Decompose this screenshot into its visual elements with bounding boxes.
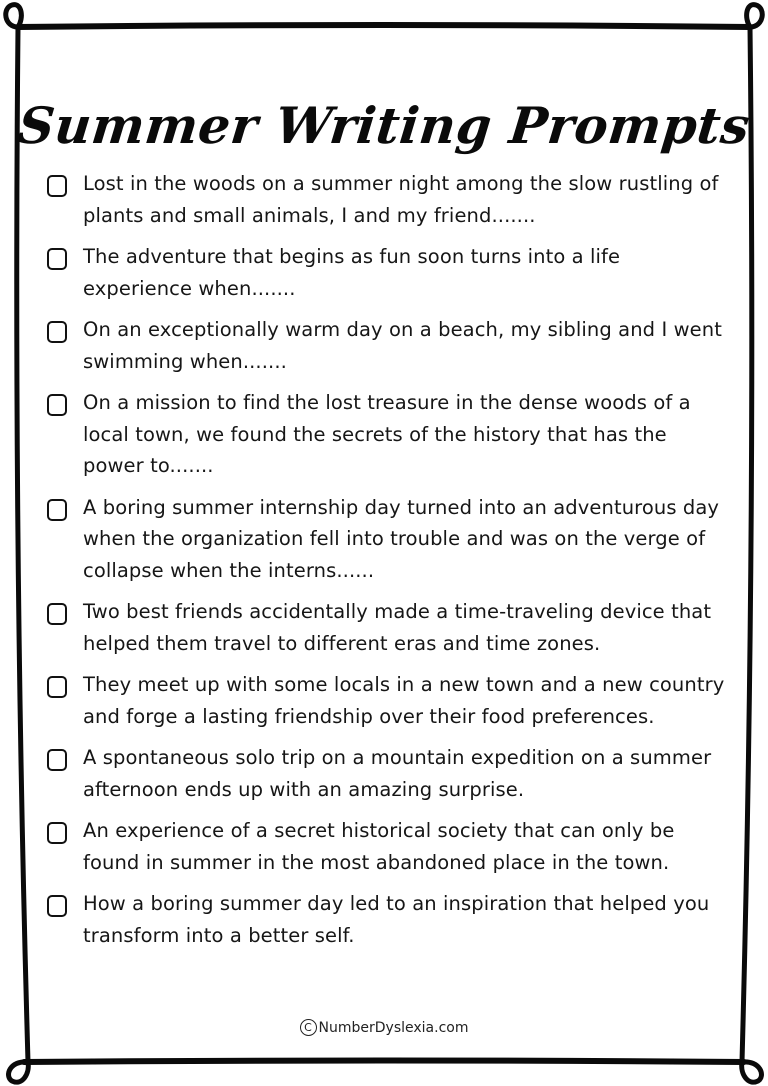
prompt-text: The adventure that begins as fun soon turns into a life experience when....... — [83, 245, 621, 300]
prompt-item-1 — [47, 168, 727, 231]
prompt-item-5 — [47, 492, 727, 587]
checkbox-icon[interactable] — [47, 175, 67, 197]
prompt-item-7 — [47, 669, 727, 732]
checkbox-icon[interactable] — [47, 749, 67, 771]
checkbox-icon[interactable] — [47, 822, 67, 844]
checkbox-icon[interactable] — [47, 499, 67, 521]
prompt-text: How a boring summer day led to an inspiration that helped you transform into a better self. — [83, 892, 710, 947]
copyright-icon: C — [300, 1019, 317, 1036]
copyright-footer — [0, 1019, 768, 1036]
checkbox-icon[interactable] — [47, 394, 67, 416]
checkbox-icon[interactable] — [47, 248, 67, 270]
prompt-text: A boring summer internship day turned into an adventurous day when the organization fell into trouble and was on the verge of collapse when the interns...... — [83, 495, 720, 582]
prompt-item-2 — [47, 241, 727, 304]
checkbox-icon[interactable] — [47, 321, 67, 343]
prompt-checklist — [47, 168, 727, 961]
checkbox-icon[interactable] — [47, 895, 67, 917]
prompt-text: An experience of a secret historical society that can only be found in summer in the most abandoned place in the town. — [83, 819, 675, 874]
prompt-item-8 — [47, 742, 727, 805]
prompt-text: They meet up with some locals in a new town and a new country and forge a lasting friendship over their food preferences. — [83, 673, 725, 728]
checkbox-icon[interactable] — [47, 603, 67, 625]
prompt-item-6 — [47, 596, 727, 659]
prompt-text: A spontaneous solo trip on a mountain expedition on a summer afternoon ends up with an amazing surprise. — [83, 746, 712, 801]
prompt-item-9 — [47, 815, 727, 878]
page-title: Summer Writing Prompts — [15, 95, 753, 155]
checkbox-icon[interactable] — [47, 676, 67, 698]
prompt-item-3 — [47, 314, 727, 377]
prompt-item-10 — [47, 888, 727, 951]
prompt-item-4 — [47, 387, 727, 482]
prompt-text: On an exceptionally warm day on a beach, my sibling and I went swimming when....... — [83, 318, 722, 373]
prompt-text: Two best friends accidentally made a time-traveling device that helped them travel to different eras and time zones. — [83, 600, 712, 655]
prompt-text: Lost in the woods on a summer night among the slow rustling of plants and small animals, I and my friend....... — [83, 172, 719, 227]
site-name: NumberDyslexia.com — [318, 1019, 469, 1036]
prompt-text: On a mission to find the lost treasure in the dense woods of a local town, we found the secrets of the history that has the power to....... — [83, 391, 691, 477]
